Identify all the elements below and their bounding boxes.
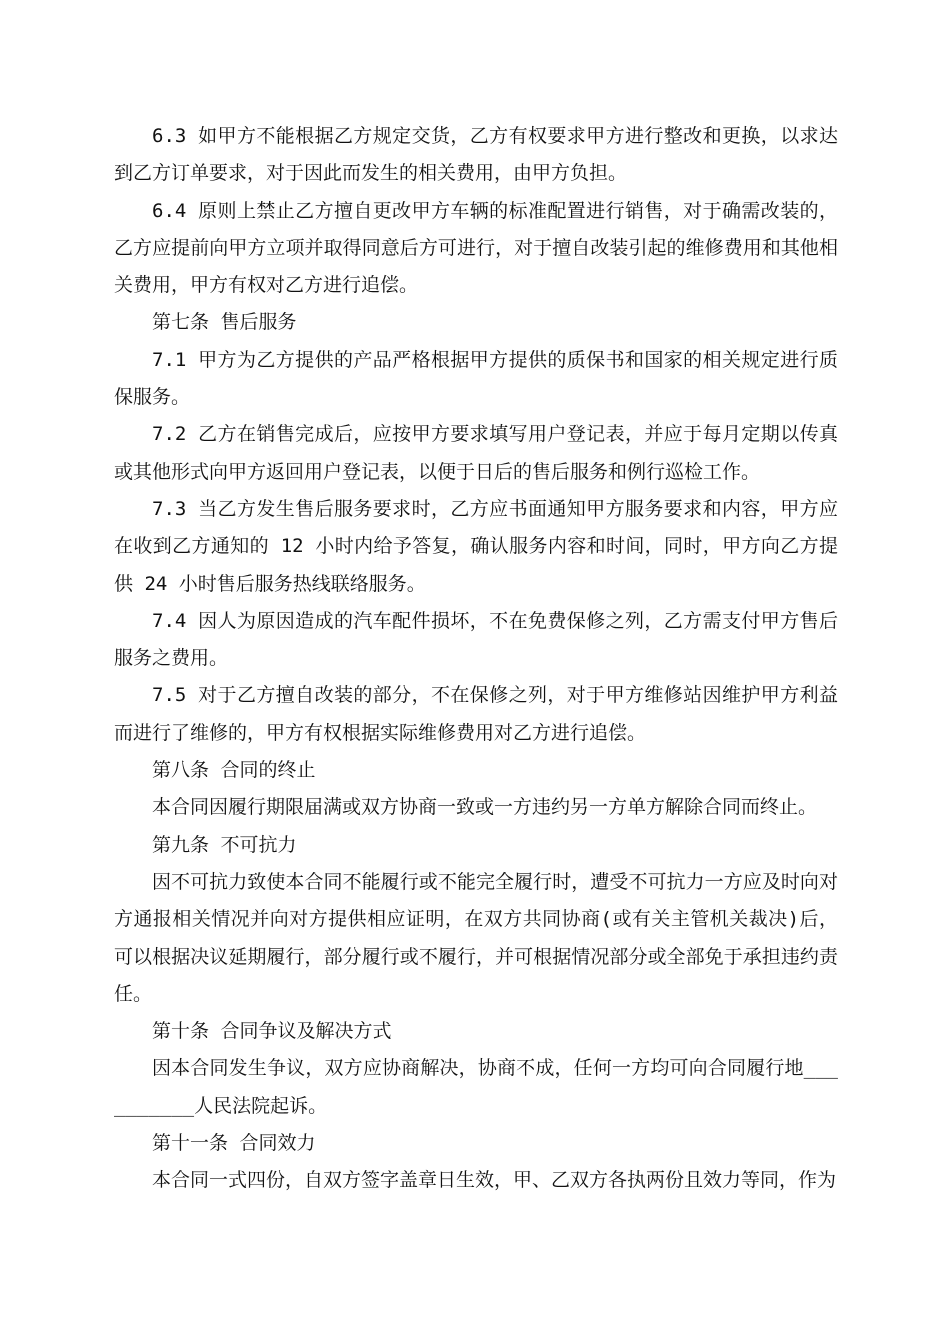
clause-7-3: 7.3 当乙方发生售后服务要求时，乙方应书面通知甲方服务要求和内容，甲方应在收到乙方通知的 12 小时内给予答复，确认服务内容和时间，同时，甲方向乙方提供 24 小时售后服务热线联络服务。 [114, 497, 838, 595]
article-10-heading: 第十条 合同争议及解决方式 [152, 1020, 392, 1043]
clause-7-4: 7.4 因人为原因造成的汽车配件损坏，不在免费保修之列，乙方需支付甲方售后服务之费用。 [114, 609, 838, 670]
article-11-heading: 第十一条 合同效力 [152, 1132, 316, 1155]
contract-page [114, 118, 838, 1200]
clause-7-5: 7.5 对于乙方擅自改装的部分，不在保修之列，对于甲方维修站因维护甲方利益而进行了维修的，甲方有权根据实际维修费用对乙方进行追偿。 [114, 684, 838, 744]
article-8-heading: 第八条 合同的终止 [152, 759, 316, 782]
article-8-text: 本合同因履行期限届满或双方协商一致或一方违约另一方单方解除合同而终止。 [152, 796, 818, 819]
article-9-heading: 第九条 不可抗力 [152, 833, 297, 856]
clause-7-2: 7.2 乙方在销售完成后，应按甲方要求填写用户登记表，并应于每月定期以传真或其他形式向甲方返回用户登记表，以便于日后的售后服务和例行巡检工作。 [114, 423, 838, 483]
clause-7-1: 7.1 甲方为乙方提供的产品严格根据甲方提供的质保书和国家的相关规定进行质保服务。 [114, 348, 838, 409]
article-7-heading: 第七条 售后服务 [152, 311, 297, 334]
article-11-text: 本合同一式四份，自双方签字盖章日生效，甲、乙双方各执两份且效力等同，作为 [152, 1169, 837, 1192]
article-9-text: 因不可抗力致使本合同不能履行或不能完全履行时，遭受不可抗力一方应及时向对方通报相关情况并向对方提供相应证明，在双方共同协商(或有关主管机关裁决)后，可以根据决议延期履行，部分履行或不履行，并可根据情况部分或全部免于承担违约责任。 [114, 870, 838, 1005]
clause-6-4: 6.4 原则上禁止乙方擅自更改甲方车辆的标准配置进行销售，对于确需改装的，乙方应提前向甲方立项并取得同意后方可进行，对于擅自改装引起的维修费用和其他相关费用，甲方有权对乙方进行追偿。 [114, 199, 838, 297]
article-10-text: 因本合同发生争议，双方应协商解决，协商不成，任何一方均可向合同履行地__________人民法院起诉。 [114, 1057, 838, 1117]
clause-6-3: 6.3 如甲方不能根据乙方规定交货，乙方有权要求甲方进行整改和更换，以求达到乙方订单要求，对于因此而发生的相关费用，由甲方负担。 [114, 125, 838, 185]
